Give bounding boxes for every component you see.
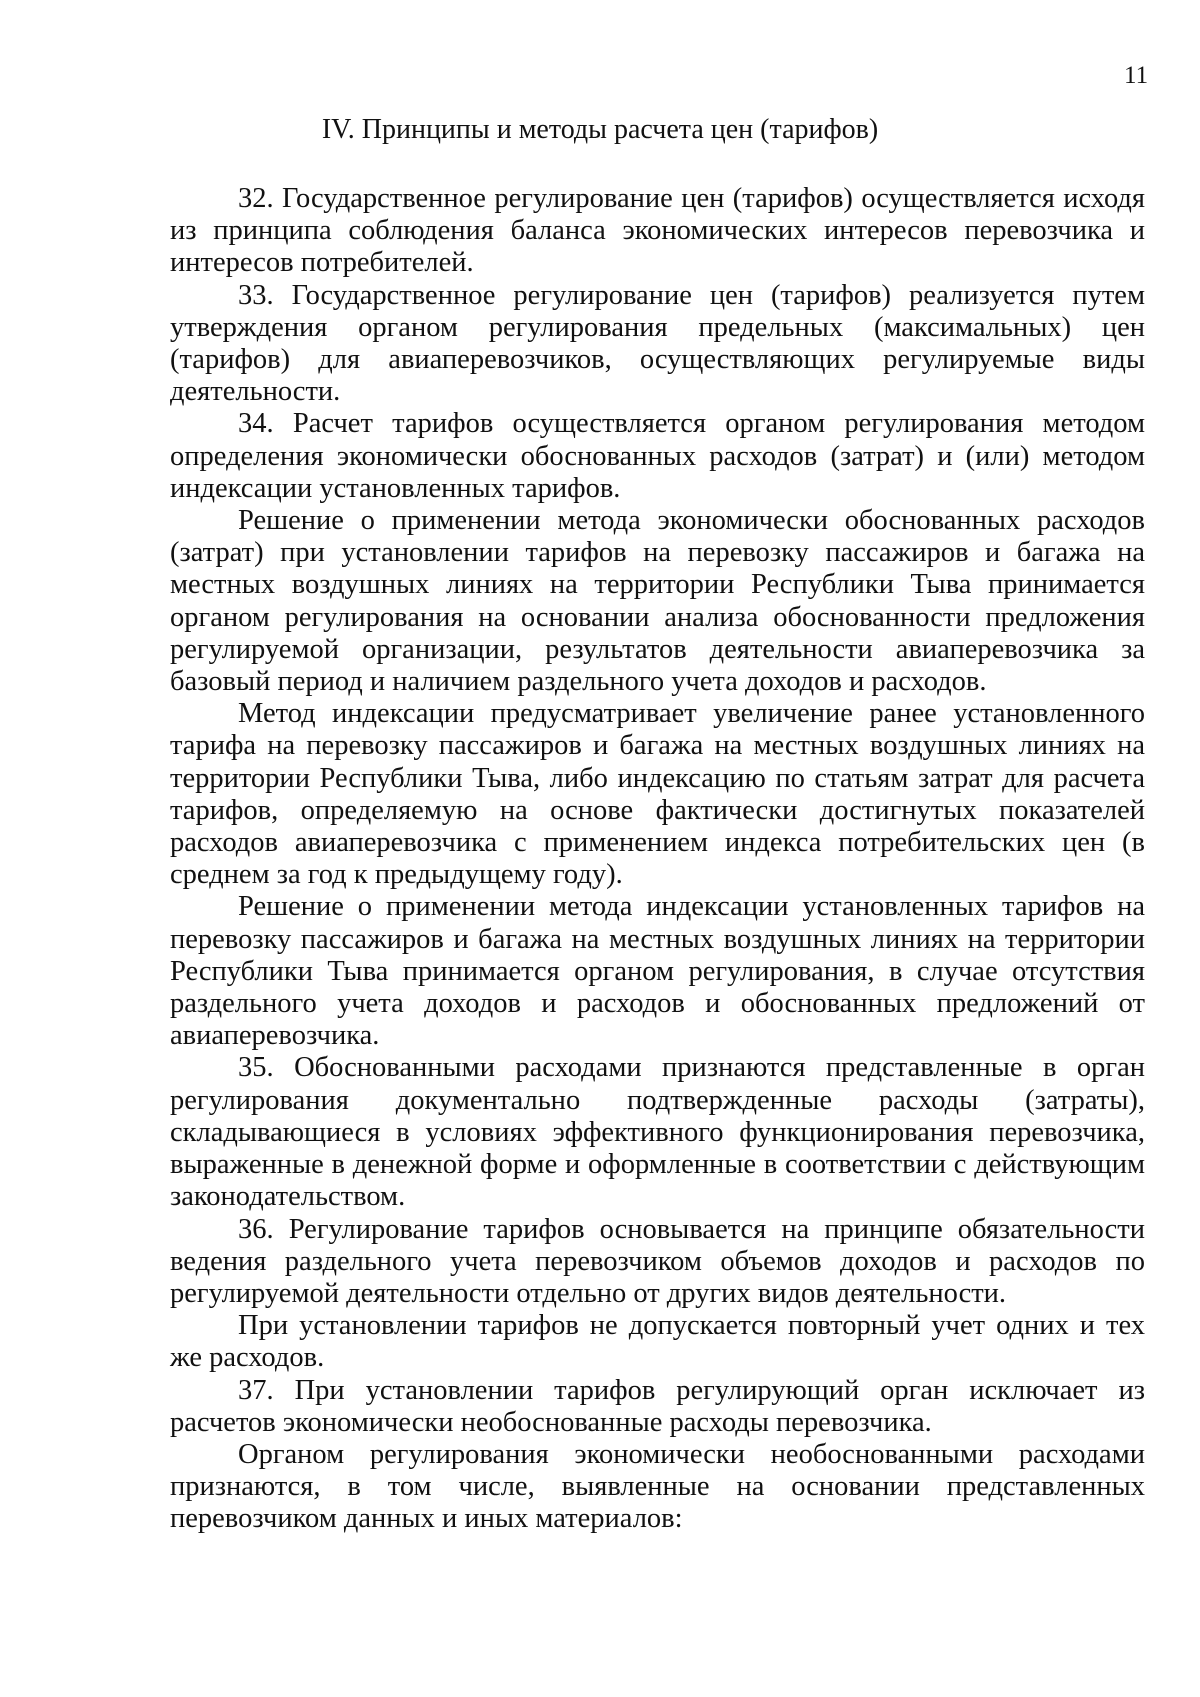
paragraph-37-unjustified-expenses: Органом регулирования экономически необоснованными расходами признаются, в том числе, выявленные на основании представленных перевозчиком данных и иных материалов: [170, 1438, 1145, 1535]
paragraph-35: 35. Обоснованными расходами признаются представленные в орган регулирования документально подтвержденные расходы (затраты), складывающиеся в условиях эффективного функционирования перевозчика, выраженные в денежной форме и оформленные в соответствии с действующим законодательством. [170, 1052, 1145, 1213]
section-title: IV. Принципы и методы расчета цен (тарифов) [321, 114, 879, 145]
paragraph-34-indexation-method: Метод индексации предусматривает увеличение ранее установленного тарифа на перевозку пассажиров и багажа на местных воздушных линиях на территории Республики Тыва, либо индексацию по статьям затрат для расчета тарифов, определяемую на основе фактически достигнутых показателей расходов авиаперевозчика с применением индекса потребительских цен (в среднем за год к предыдущему году). [170, 698, 1145, 891]
paragraph-37: 37. При установлении тарифов регулирующий орган исключает из расчетов экономически необоснованные расходы перевозчика. [170, 1374, 1145, 1438]
document-body [170, 183, 1145, 1536]
paragraph-34-economic-method: Решение о применении метода экономически обоснованных расходов (затрат) при установлении тарифов на перевозку пассажиров и багажа на местных воздушных линиях на территории Республики Тыва принимается органом регулирования на основании анализа обоснованности предложения регулируемой организации, результатов деятельности авиаперевозчика за базовый период и наличием раздельного учета доходов и расходов. [170, 505, 1145, 698]
page-number: 11 [1124, 62, 1149, 89]
paragraph-34-indexation-decision: Решение о применении метода индексации установленных тарифов на перевозку пассажиров и багажа на местных воздушных линиях на территории Республики Тыва принимается органом регулирования, в случае отсутствия раздельного учета доходов и расходов и обоснованных предложений от авиаперевозчика. [170, 891, 1145, 1052]
paragraph-36-no-double-count: При установлении тарифов не допускается повторный учет одних и тех же расходов. [170, 1310, 1145, 1374]
paragraph-32: 32. Государственное регулирование цен (тарифов) осуществляется исходя из принципа соблюдения баланса экономических интересов перевозчика и интересов потребителей. [170, 183, 1145, 279]
paragraph-36: 36. Регулирование тарифов основывается на принципе обязательности ведения раздельного учета перевозчиком объемов доходов и расходов по регулируемой деятельности отдельно от других видов деятельности. [170, 1213, 1145, 1309]
paragraph-33: 33. Государственное регулирование цен (тарифов) реализуется путем утверждения органом регулирования предельных (максимальных) цен (тарифов) для авиаперевозчиков, осуществляющих регулируемые виды деятельности. [170, 279, 1145, 408]
paragraph-34: 34. Расчет тарифов осуществляется органом регулирования методом определения экономически обоснованных расходов (затрат) и (или) методом индексации установленных тарифов. [170, 408, 1145, 504]
